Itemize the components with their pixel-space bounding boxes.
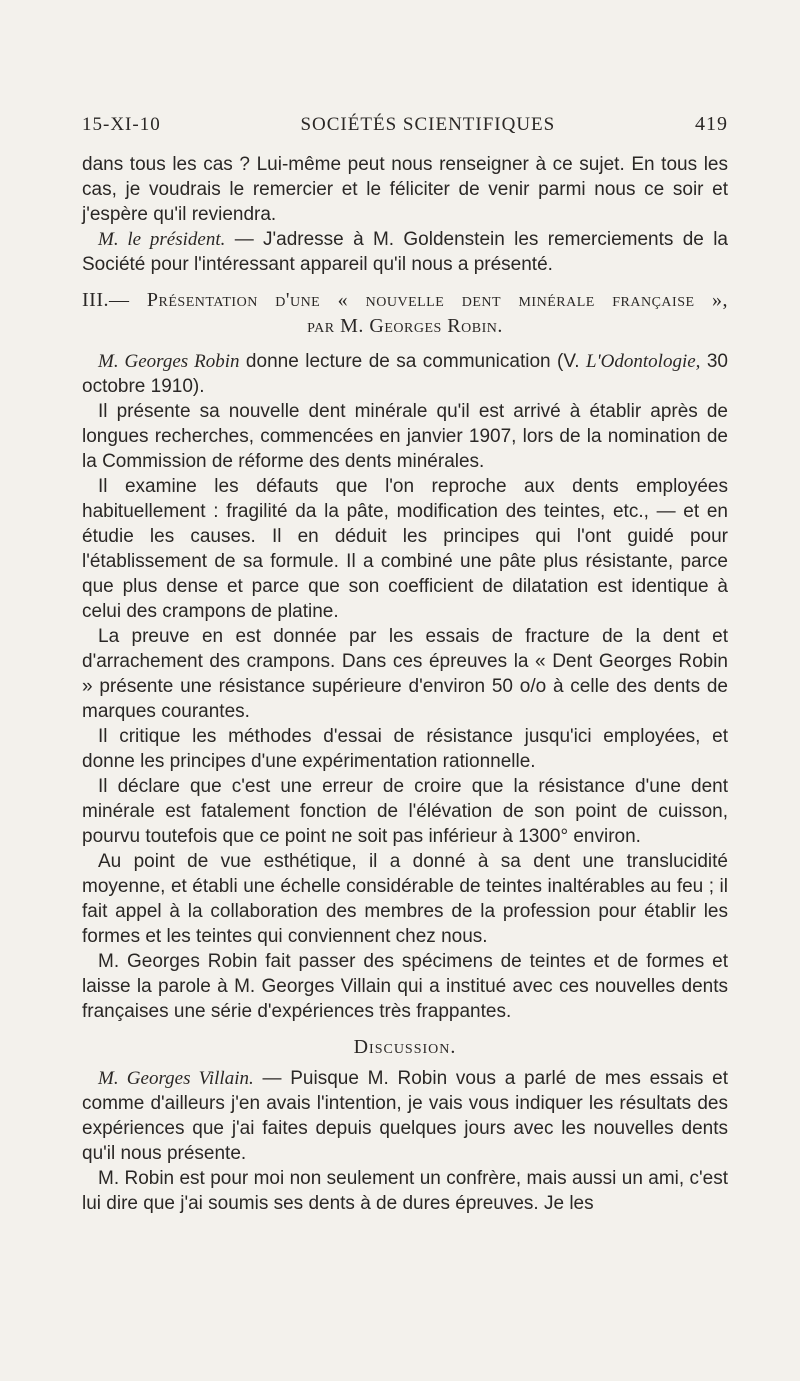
- paragraph-text: — Puisque M. Robin vous a parlé de mes essais et comme d'ailleurs j'en avais l'intention, je vais vous indiquer les résultats des expériences que j'ai faites depuis quelques jours avec les nouvelles dents qu'il nous présente.: [82, 1068, 729, 1164]
- paragraph: Il présente sa nouvelle dent minérale qu'il est arrivé à établir après de longues recherches, commencées en janvier 1907, lors de la nomination de la Commission de réforme des dents minérales.: [82, 401, 728, 472]
- paragraph: [82, 227, 728, 277]
- speaker-name: M. Georges Robin: [98, 351, 240, 372]
- paragraph-text: — J'adresse à M. Goldenstein les remerciements de la Société pour l'intéressant appareil qu'il nous a présenté.: [82, 229, 728, 275]
- paragraph: La preuve en est donnée par les essais de fracture de la dent et d'arrachement des crampons. Dans ces épreuves la « Dent Georges Robin » présente une résistance supérieure d'environ 50 o/o à celle des dents de marques courantes.: [82, 626, 728, 722]
- paragraph: Au point de vue esthétique, il a donné à sa dent une translucidité moyenne, et établi une échelle considérable de teintes inaltérables au feu ; il fait appel à la collaboration des membres de la profession pour établir les formes et les teintes qui conviennent chez nous.: [82, 851, 728, 947]
- section-title-line-1: III.— Présentation d'une « nouvelle dent minérale française »,: [82, 289, 728, 311]
- paragraph: M. Robin est pour moi non seulement un confrère, mais aussi un ami, c'est lui dire que j'ai soumis ses dents à de dures épreuves. Je les: [82, 1168, 728, 1214]
- header-title: SOCIÉTÉS SCIENTIFIQUES: [300, 114, 556, 135]
- journal-reference: L'Odontologie,: [586, 351, 701, 372]
- section-title-line-2: par M. Georges Robin.: [307, 315, 503, 337]
- paragraph: Il examine les défauts que l'on reproche aux dents employées habituellement : fragilité da la pâte, modification des teintes, etc., — et en étudie les causes. Il en déduit les principes qui l'ont guidé pour l'établissement de sa formule. Il a combiné une pâte plus résistante, parce que plus dense et parce que son coefficient de dilatation est identique à celui des crampons de platine.: [82, 476, 728, 622]
- header-date: 15-XI-10: [82, 114, 161, 135]
- paragraph-text: donne lecture de sa communication (V.: [239, 351, 587, 372]
- running-head: [82, 113, 728, 143]
- paragraph: Il déclare que c'est une erreur de croire que la résistance d'une dent minérale est fatalement fonction de l'élévation de son point de cuisson, pourvu toutefois que ce point ne soit pas inférieur à 1300° environ.: [82, 776, 728, 847]
- paragraph: [82, 349, 728, 399]
- paragraph-text: 30 octobre 1910).: [82, 351, 728, 397]
- body-text: [82, 152, 728, 1216]
- speaker-name: M. Georges Villain.: [98, 1068, 254, 1089]
- speaker-name: M. le président.: [98, 229, 226, 250]
- section-title: [82, 287, 728, 339]
- paragraph: [82, 1066, 728, 1166]
- paragraph: Il critique les méthodes d'essai de résistance jusqu'ici employées, et donne les principes d'une expérimentation rationnelle.: [82, 726, 728, 772]
- paragraph: M. Georges Robin fait passer des spécimens de teintes et de formes et laisse la parole à M. Georges Villain qui a institué avec ces nouvelles dents françaises une série d'expériences très frappantes.: [82, 951, 728, 1022]
- paragraph: dans tous les cas ? Lui-même peut nous renseigner à ce sujet. En tous les cas, je voudrais le remercier et le féliciter de venir parmi nous ce soir et j'espère qu'il reviendra.: [82, 154, 728, 225]
- discussion-heading: Discussion.: [353, 1036, 457, 1058]
- page-number: 419: [695, 113, 728, 135]
